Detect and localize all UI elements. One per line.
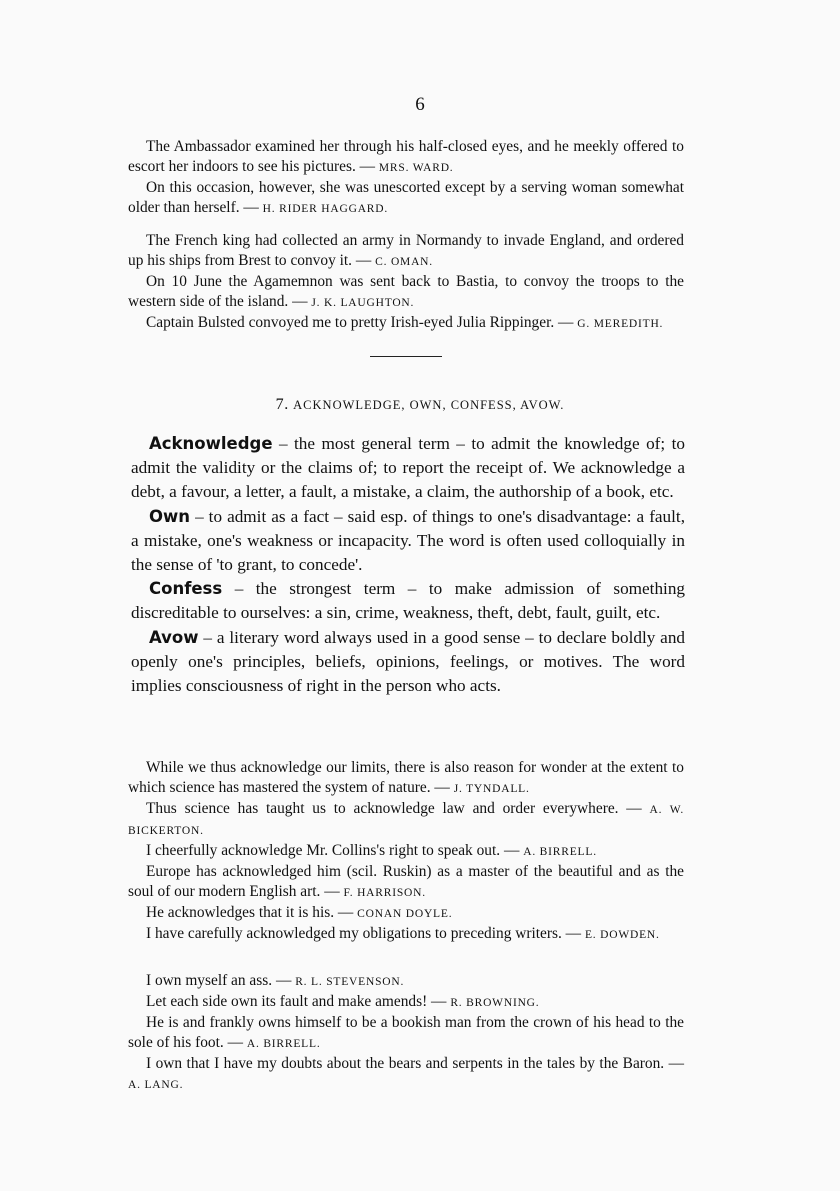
quote-text: Let each side own its fault and make amends! —	[146, 993, 447, 1010]
definition	[131, 577, 685, 625]
quote-text: He is and frankly owns himself to be a bookish man from the crown of his head to the sole of his foot. —	[128, 1014, 684, 1051]
quotes-acknowledge	[128, 758, 684, 945]
definition-term: Confess	[149, 579, 223, 599]
section-title: ACKNOWLEDGE, OWN, CONFESS, AVOW.	[293, 398, 565, 412]
quote-author: CONAN DOYLE.	[357, 908, 453, 920]
quote-author: A. BIRRELL.	[523, 846, 597, 858]
quote-text: He acknowledges that it is his. —	[146, 904, 354, 921]
definition-text: – the strongest term – to make admission of something discreditable to ourselves: a sin, crime, weakness, theft, debt, fault, guilt, etc.	[131, 579, 686, 623]
quote	[128, 1054, 684, 1095]
definition-text: – the most general term – to admit the knowledge of; to admit the validity or the claims of; to report the receipt of. We acknowledge a debt, a favour, a letter, a fault, a mistake, a claim, the authorship of a book, etc.	[131, 434, 685, 502]
quote	[128, 231, 684, 272]
quote	[128, 313, 684, 334]
definition-text: – to admit as a fact – said esp. of things to one's disadvantage: a fault, a mistake, one's weakness or incapacity. The word is often used colloquially in the sense of 'to grant, to concede'.	[131, 506, 685, 575]
quote-author: F. HARRISON.	[343, 887, 426, 899]
quote-text: Captain Bulsted convoyed me to pretty Irish-eyed Julia Rippinger. —	[146, 314, 574, 331]
quote	[128, 992, 684, 1013]
quote-author: C. OMAN.	[375, 256, 433, 268]
quote	[128, 1013, 684, 1054]
page-number: 6	[415, 94, 425, 115]
quote-text: Thus science has taught us to acknowledge law and order everywhere. —	[146, 800, 642, 817]
quote-author: J. TYNDALL.	[453, 783, 530, 795]
section-divider	[370, 356, 442, 357]
quote-author: H. RIDER HAGGARD.	[262, 203, 389, 215]
quote-author: A. BIRRELL.	[246, 1038, 321, 1050]
definition-term: Own	[149, 506, 191, 526]
quote-author: J. K. LAUGHTON.	[311, 297, 415, 309]
definition-term: Avow	[149, 627, 199, 647]
quote	[128, 758, 684, 799]
quote-author: G. MEREDITH.	[577, 318, 664, 330]
quote	[128, 971, 684, 992]
quote-text: I own that I have my doubts about the bears and serpents in the tales by the Baron. —	[146, 1055, 684, 1072]
quote	[128, 137, 684, 178]
quote-author: A. W. BICKERTON.	[128, 804, 684, 837]
quote-text: While we thus acknowledge our limits, there is also reason for wonder at the extent to which science has mastered the system of nature. —	[128, 759, 684, 796]
quote-text: The French king had collected an army in Normandy to invade England, and ordered up his ships from Brest to convoy it. —	[128, 232, 684, 269]
quote-author: E. DOWDEN.	[584, 929, 660, 941]
quote	[128, 799, 684, 841]
definition	[131, 432, 685, 505]
section-number: 7.	[275, 396, 289, 413]
definition	[131, 505, 685, 578]
quote-text: On 10 June the Agamemnon was sent back to Bastia, to convoy the troops to the western side of the island. —	[128, 273, 684, 310]
quote	[128, 841, 684, 862]
quote	[128, 924, 684, 945]
quote-author: MRS. WARD.	[378, 162, 454, 174]
definitions	[131, 432, 685, 698]
definition-text: – a literary word always used in a good sense – to declare boldly and openly one's principles, beliefs, opinions, feelings, or motives. The word implies consciousness of right in the person who acts.	[131, 627, 686, 696]
quote-author: R. L. STEVENSON.	[295, 976, 405, 988]
quote	[128, 862, 684, 903]
quote-text: The Ambassador examined her through his half-closed eyes, and he meekly offered to escort her indoors to see his pictures. —	[128, 138, 684, 175]
quote-text: On this occasion, however, she was unescorted except by a serving woman somewhat older than herself. —	[128, 179, 684, 216]
quote	[128, 903, 684, 924]
section-heading	[0, 396, 840, 414]
quote	[128, 178, 684, 219]
quote-author: R. BROWNING.	[450, 997, 540, 1009]
quote-text: Europe has acknowledged him (scil. Ruskin) as a master of the beautiful and as the soul of our modern English art. —	[128, 863, 684, 900]
quotes-convoy-escort-1	[128, 137, 684, 219]
quotes-convoy	[128, 231, 684, 334]
definition-term: Acknowledge	[149, 434, 273, 453]
quote-author: A. LANG.	[128, 1079, 184, 1091]
quote	[128, 272, 684, 313]
quotes-own	[128, 971, 684, 1095]
quote-text: I own myself an ass. —	[146, 972, 292, 989]
quote-text: I cheerfully acknowledge Mr. Collins's right to speak out. —	[146, 842, 520, 859]
quote-text: I have carefully acknowledged my obligations to preceding writers. —	[146, 925, 582, 942]
definition	[131, 626, 685, 699]
